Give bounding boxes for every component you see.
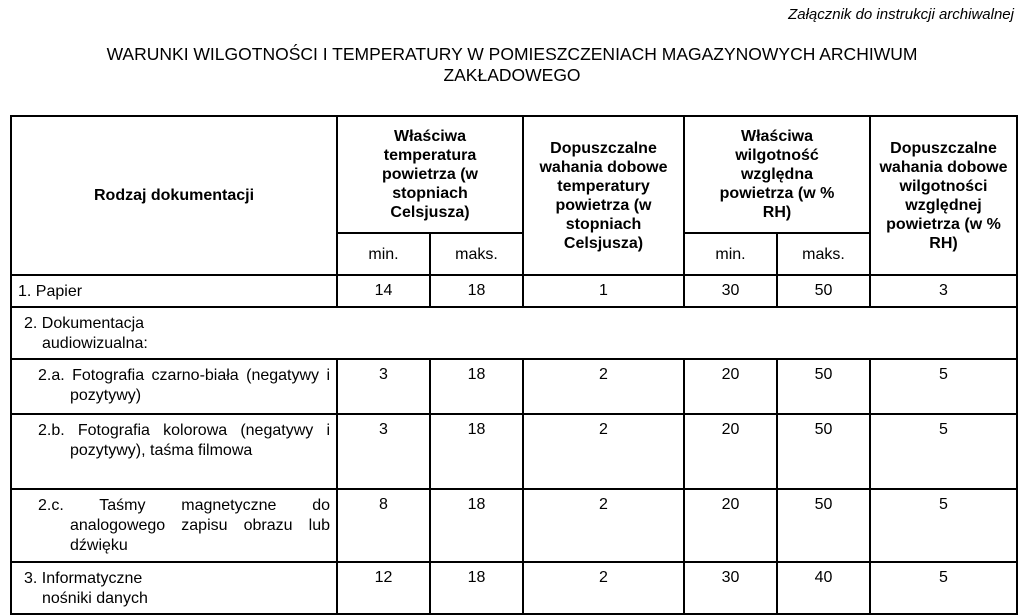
temp-variation-value: 2	[523, 489, 684, 562]
header-temperature-variation: Dopuszczalne wahania dobowe temperatury powietrza (w stopniach Celsjusza)	[523, 116, 684, 275]
table-row	[11, 414, 1017, 489]
table-row	[11, 562, 1017, 614]
temp-variation-value: 2	[523, 414, 684, 489]
hum-min-value: 20	[684, 359, 777, 414]
row-label: 2.a. Fotografia czarno-biała (negatywy i pozytywy)	[38, 367, 330, 404]
header-doc-type: Rodzaj dokumentacji	[11, 116, 337, 275]
temp-variation-value: 2	[523, 359, 684, 414]
header-temperature: Właściwa temperatura powietrza (w stopniach Celsjusza)	[337, 116, 523, 233]
hum-min-value: 30	[684, 275, 777, 307]
header-humidity: Właściwa wilgotność względna powietrza (w % RH)	[684, 116, 870, 233]
hum-variation-value: 5	[870, 562, 1017, 614]
hum-variation-value: 5	[870, 414, 1017, 489]
hum-variation-value: 3	[870, 275, 1017, 307]
hum-max-value: 40	[777, 562, 870, 614]
temp-max-value: 18	[430, 414, 523, 489]
temp-min-value: 3	[337, 359, 430, 414]
title-line-2: ZAKŁADOWEGO	[443, 65, 581, 85]
header-hum-min: min.	[684, 233, 777, 275]
table-row	[11, 275, 1017, 307]
title-line-1: WARUNKI WILGOTNOŚCI I TEMPERATURY W POMIESZCZENIACH MAGAZYNOWYCH ARCHIWUM	[106, 44, 918, 64]
header-humidity-variation: Dopuszczalne wahania dobowe wilgotności względnej powietrza (w % RH)	[870, 116, 1017, 275]
hum-max-value: 50	[777, 275, 870, 307]
temp-min-value: 8	[337, 489, 430, 562]
hum-min-value: 20	[684, 414, 777, 489]
header-hum-max: maks.	[777, 233, 870, 275]
hum-min-value: 30	[684, 562, 777, 614]
temp-min-value: 14	[337, 275, 430, 307]
temp-min-value: 12	[337, 562, 430, 614]
row-label: 1. Papier	[11, 275, 337, 307]
temp-max-value: 18	[430, 359, 523, 414]
temp-min-value: 3	[337, 414, 430, 489]
hum-max-value: 50	[777, 359, 870, 414]
row-label: 2.b. Fotografia kolorowa (negatywy i pozytywy), taśma filmowa	[38, 422, 330, 459]
conditions-table	[10, 115, 1018, 615]
row-label: 2. Dokumentacja audiowizualna:	[24, 315, 148, 352]
temp-max-value: 18	[430, 275, 523, 307]
document-title	[0, 44, 1024, 86]
annex-note: Załącznik do instrukcji archiwalnej	[788, 6, 1014, 23]
hum-max-value: 50	[777, 489, 870, 562]
table-row	[11, 359, 1017, 414]
table-row	[11, 489, 1017, 562]
hum-max-value: 50	[777, 414, 870, 489]
temp-max-value: 18	[430, 489, 523, 562]
table-row-group	[11, 307, 1017, 359]
header-temp-max: maks.	[430, 233, 523, 275]
hum-variation-value: 5	[870, 359, 1017, 414]
temp-variation-value: 1	[523, 275, 684, 307]
header-temp-min: min.	[337, 233, 430, 275]
hum-variation-value: 5	[870, 489, 1017, 562]
row-label: 3. Informatyczne nośniki danych	[24, 570, 148, 607]
row-label: 2.c. Taśmy magnetyczne do analogowego zapisu obrazu lub dźwięku	[38, 497, 330, 554]
hum-min-value: 20	[684, 489, 777, 562]
temp-variation-value: 2	[523, 562, 684, 614]
temp-max-value: 18	[430, 562, 523, 614]
